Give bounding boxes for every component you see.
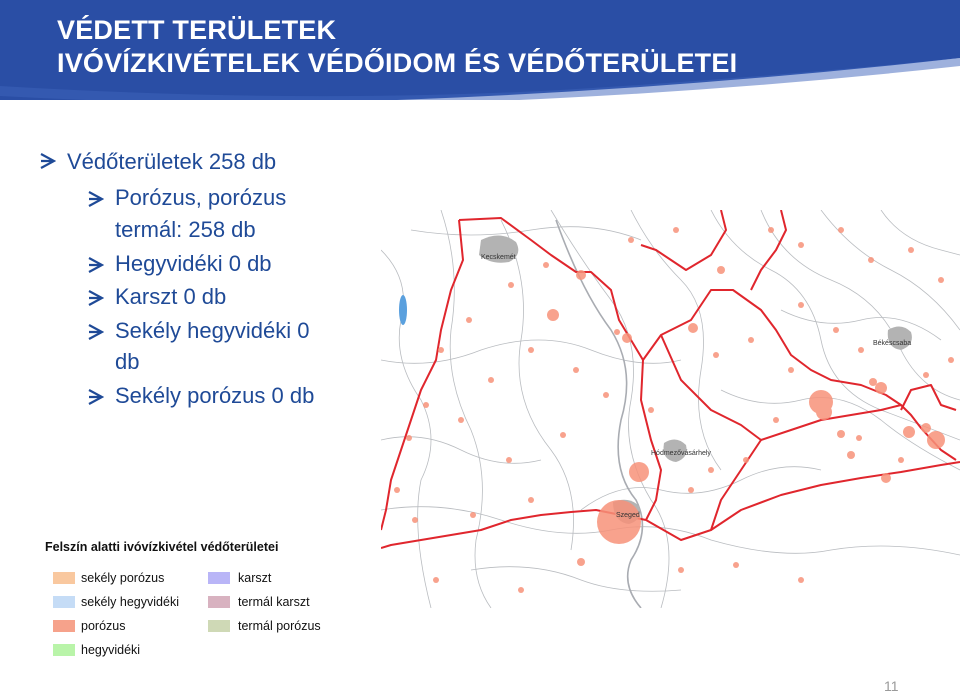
legend-swatch-termal-karszt [208, 596, 230, 608]
legend-label-sekely-hegyvideki: sekély hegyvidéki [81, 595, 179, 609]
legend-label-sekely-porozus: sekély porózus [81, 571, 165, 585]
bullet-hegyvideki: Hegyvidéki 0 db [115, 251, 272, 276]
bullet-sekely-hegyvideki-line-2: db [115, 349, 140, 374]
page-title [57, 14, 737, 80]
map-canvas [381, 210, 960, 608]
bullet-arrow-icon [38, 152, 56, 170]
river-network [381, 210, 960, 608]
bullet-arrow-icon [86, 289, 104, 307]
bullet-sekely-porozus: Sekély porózus 0 db [115, 383, 315, 408]
map-legend [38, 530, 381, 694]
city-label-kecskemet: Kecskemét [481, 254, 516, 261]
legend-label-karszt: karszt [238, 571, 272, 585]
legend-swatch-termal-porozus [208, 620, 230, 632]
legend-swatch-karszt [208, 572, 230, 584]
legend-label-termal-karszt: termál karszt [238, 595, 310, 609]
legend-label-porozus: porózus [81, 619, 126, 633]
bullet-arrow-icon [86, 388, 104, 406]
legend-swatch-sekely-porozus [53, 572, 75, 584]
bullet-arrow-icon [86, 256, 104, 274]
city-label-hodmezovasarhely: Hódmezővásárhely [651, 450, 711, 457]
city-label-szeged: Szeged [616, 512, 640, 519]
bullet-sekely-hegyvideki-line-1: Sekély hegyvidéki 0 [115, 318, 310, 343]
bullet-arrow-icon [86, 323, 104, 341]
legend-swatch-hegyvideki [53, 644, 75, 656]
bullet-porozus-line-1: Porózus, porózus [115, 185, 287, 210]
bullet-arrow-icon [86, 190, 104, 208]
protection-zone-map [381, 210, 960, 608]
legend-swatch-sekely-hegyvideki [53, 596, 75, 608]
page-title-line-2: IVÓVÍZKIVÉTELEK VÉDŐIDOM ÉS VÉDŐTERÜLETEI [57, 48, 738, 78]
legend-label-termal-porozus: termál porózus [238, 619, 321, 633]
title-banner [0, 0, 960, 100]
city-label-bekescsaba: Békéscsaba [873, 340, 912, 347]
bullet-main: Védőterületek 258 db [67, 149, 277, 174]
legend-label-hegyvideki: hegyvidéki [81, 643, 141, 657]
page-title-line-1: VÉDETT TERÜLETEK [57, 15, 337, 45]
lake-shape [399, 295, 407, 325]
legend-swatch-porozus [53, 620, 75, 632]
legend-title: Felszín alatti ivóvízkivétel védőterületei [45, 540, 279, 554]
bullet-karszt: Karszt 0 db [115, 284, 227, 309]
bullet-porozus-line-2: termál: 258 db [115, 217, 256, 242]
protection-zones [394, 227, 954, 593]
page-number: 11 [884, 678, 899, 694]
